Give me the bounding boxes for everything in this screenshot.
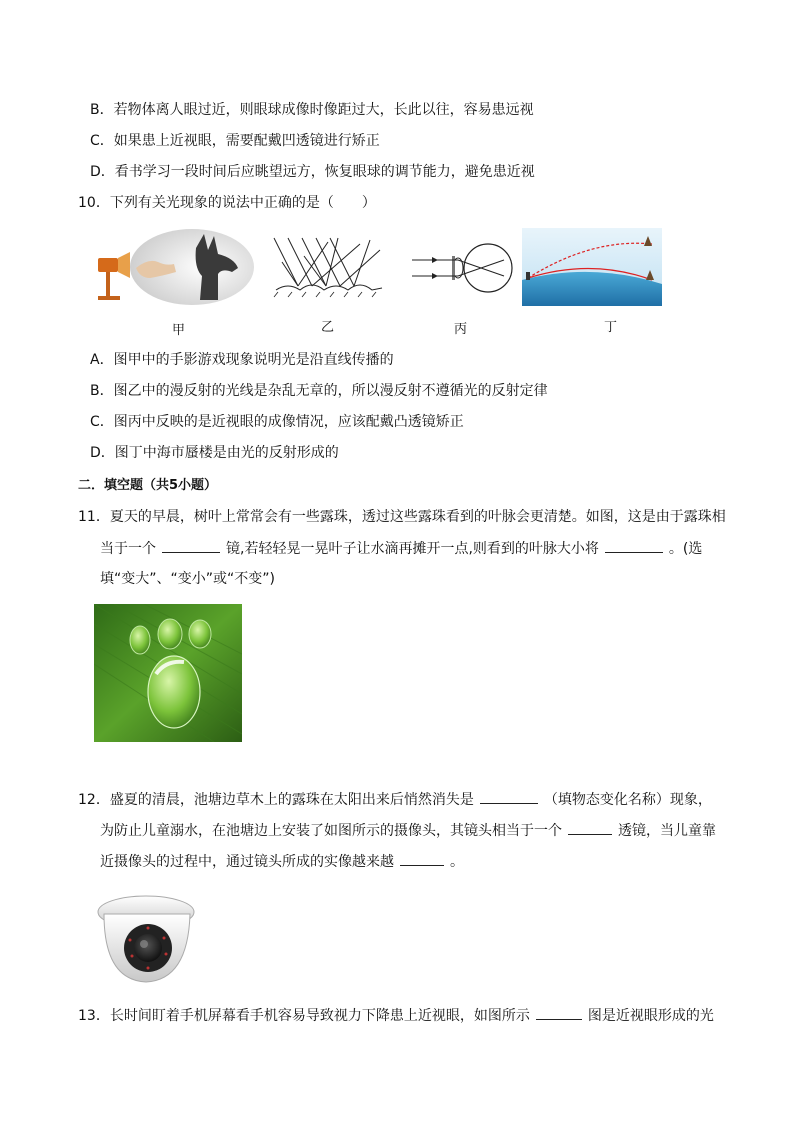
- q11-text-c: 。(选: [668, 541, 703, 557]
- q10-option-a: A．图甲中的手影游戏现象说明光是沿直线传播的: [90, 352, 394, 368]
- figure-dome-camera: [96, 890, 198, 986]
- q9-option-d: D．看书学习一段时间后应眺望远方，恢复眼球的调节能力，避免患近视: [90, 164, 535, 180]
- q9-option-b: B．若物体离人眼过近，则眼球成像时像距过大，长此以往，容易患远视: [90, 102, 534, 118]
- q12-text-e: 近摄像头的过程中，通过镜头所成的实像越来越: [100, 854, 394, 870]
- section-heading-fill-blank: 二．填空题（共5小题）: [78, 478, 218, 493]
- q12-text-a: 12．盛夏的清晨，池塘边草木上的露珠在太阳出来后悄然消失是: [78, 792, 474, 808]
- figure-caption-yi: 乙: [321, 320, 335, 335]
- q13-text-a: 13．长时间盯着手机屏幕看手机容易导致视力下降患上近视眼，如图所示: [78, 1008, 530, 1024]
- q11-text-a: 当于一个: [100, 541, 156, 557]
- q13-line-1: [78, 1005, 714, 1026]
- q13-blank-1[interactable]: [536, 1005, 582, 1020]
- q12-line-2: [100, 820, 716, 841]
- q11-line-3: 填“变大”、“变小”或“不变”): [100, 571, 275, 587]
- q11-blank-2[interactable]: [605, 538, 663, 553]
- q11-line-2: [100, 538, 702, 559]
- figure-caption-ding: 丁: [604, 320, 618, 335]
- q10-option-c: C．图丙中反映的是近视眼的成像情况，应该配戴凸透镜矫正: [90, 414, 464, 430]
- q12-blank-1[interactable]: [480, 789, 538, 804]
- q12-text-d: 透镜，当儿童靠: [618, 823, 716, 839]
- q10-stem: 10．下列有关光现象的说法中正确的是（ ）: [78, 195, 376, 211]
- figure-ding-mirage: [522, 228, 662, 306]
- figure-yi-diffuse-reflection: [268, 236, 386, 298]
- q11-blank-1[interactable]: [162, 538, 220, 553]
- q11-text-b: 镜,若轻轻晃一晃叶子让水滴再摊开一点,则看到的叶脉大小将: [226, 541, 599, 557]
- q13-text-b: 图是近视眼形成的光: [587, 1008, 714, 1024]
- q12-line-3: [100, 851, 464, 872]
- figure-jia-hand-shadow: [96, 228, 254, 306]
- q12-blank-2[interactable]: [568, 820, 612, 835]
- q12-text-f: 。: [450, 854, 464, 870]
- q9-option-c: C．如果患上近视眼，需要配戴凹透镜进行矫正: [90, 133, 380, 149]
- figure-bing-eye-imaging: [408, 240, 516, 296]
- q10-option-d: D．图丁中海市蜃楼是由光的反射形成的: [90, 445, 339, 461]
- figure-caption-jia: 甲: [172, 323, 186, 338]
- q10-option-b: B．图乙中的漫反射的光线是杂乱无章的，所以漫反射不遵循光的反射定律: [90, 383, 548, 399]
- figure-dew-drop-leaf: [94, 604, 242, 742]
- q12-line-1: [78, 789, 712, 810]
- figure-caption-bing: 丙: [454, 322, 468, 337]
- q12-blank-3[interactable]: [400, 851, 444, 866]
- q12-text-c: 为防止儿童溺水，在池塘边上安装了如图所示的摄像头，其镜头相当于一个: [100, 823, 562, 839]
- q11-line-1: 11．夏天的早晨，树叶上常常会有一些露珠，透过这些露珠看到的叶脉会更清楚。如图，这是由于露珠相: [78, 509, 726, 525]
- q12-text-b: （填物态变化名称）现象，: [543, 792, 712, 808]
